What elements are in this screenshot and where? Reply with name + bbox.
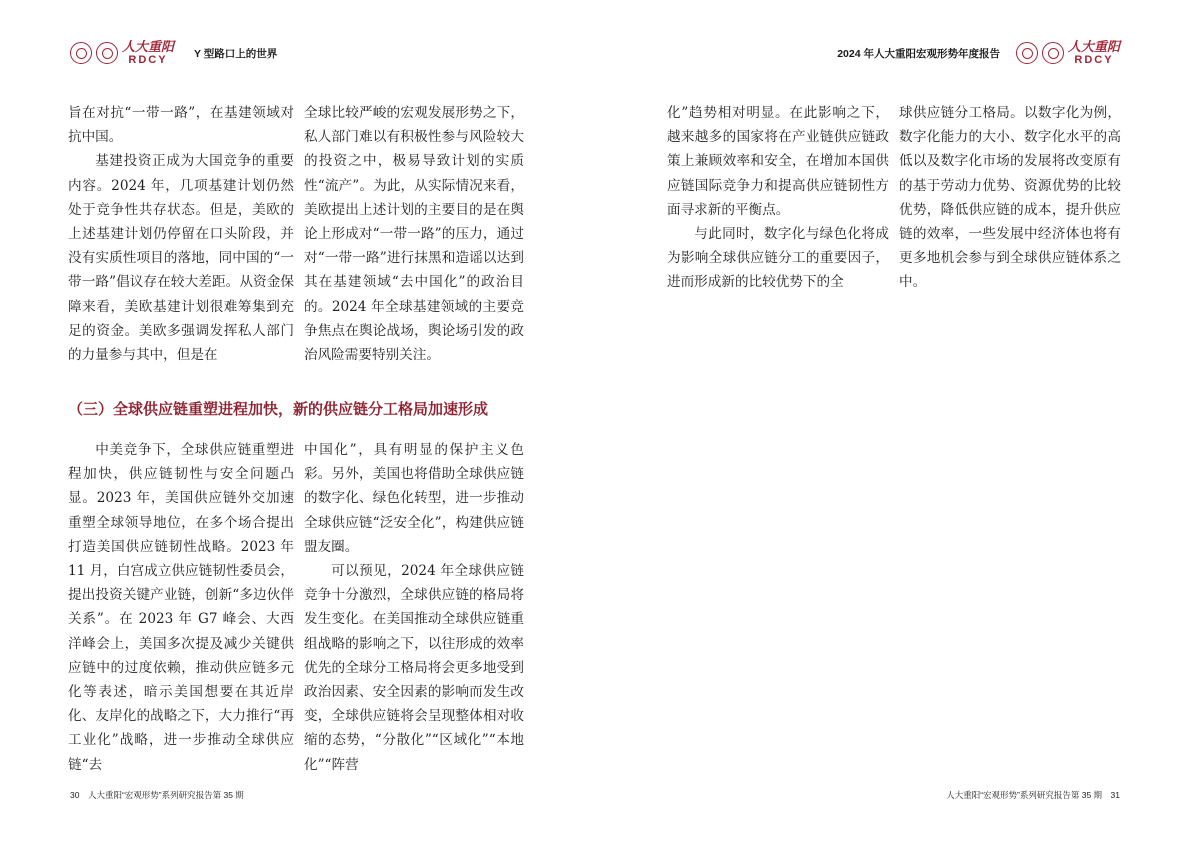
right-page-column-2: [899, 101, 1121, 295]
paragraph: 中国化”，具有明显的保护主义色彩。另外，美国也将借助全球供应链的数字化、绿色化转型，进一步推动全球供应链“泛安全化”，构建供应链盟友圈。: [304, 442, 524, 555]
left-page-column-2: [304, 101, 524, 367]
section-heading: （三）全球供应链重塑进程加快，新的供应链分工格局加速形成: [68, 400, 489, 418]
logo-english: RDCY: [1074, 53, 1114, 66]
left-footer: 30 人大重阳“宏观形势”系列研究报告第 35 期: [70, 790, 244, 800]
left-header: [70, 38, 277, 68]
paragraph: 可以预见，2024 年全球供应链竞争十分激烈，全球供应链的格局将发生变化。在美国推动全球供应链重组战略的影响之下，以往形成的效率优先的全球分工格局将会更多地受到政治因素、安全因素的影响而发生改变，全球供应链将会呈现整体相对收缩的态势，“分散化”“区域化”“本地化”“阵营: [304, 563, 524, 773]
left-page-column-1: [68, 101, 294, 367]
running-head-right: 2024 年人大重阳宏观形势年度报告: [837, 47, 1000, 60]
seal-icon: [70, 42, 92, 64]
paragraph: 与此同时，数字化与绿色化将成为影响全球供应链分工的重要因子，进而形成新的比较优势下的全: [667, 226, 889, 291]
paragraph: 旨在对抗“一带一路”，在基建领域对抗中国。: [68, 105, 294, 146]
paragraph: 基建投资正成为大国竞争的重要内容。2024 年，几项基建计划仍然处于竞争性共存状态。但是，美欧的上述基建计划仍停留在口头阶段，并没有实质性项目的落地，同中国的“一带一路”倡议存在较大差距。从资金保障来看，美欧基建计划很难筹集到充足的资金。美欧多强调发挥私人部门的力量参与其中，但是在: [68, 153, 294, 364]
logo-chinese: 人大重阳: [122, 39, 175, 55]
right-page-column-1: [667, 101, 889, 295]
paragraph: 全球比较严峻的宏观发展形势之下，私人部门难以有积极性参与风险较大的投资之中，极易导致计划的实质性“流产”。为此，从实际情况来看，美欧提出上述计划的主要目的是在舆论上形成对“一带一路”的压力，通过对“一带一路”进行抹黑和造谣以达到其在基建领域“去中国化”的政治目的。2024 年全球基建领域的主要竞争焦点在舆论战场，舆论场引发的政治风险需要特别关注。: [304, 105, 524, 364]
rdcy-logo: [1016, 41, 1120, 66]
right-footer: 人大重阳“宏观形势”系列研究报告第 35 期 31: [946, 790, 1120, 800]
left-page-column-3: [68, 438, 294, 777]
paragraph: 球供应链分工格局。以数字化为例，数字化能力的大小、数字化水平的高低以及数字化市场的发展将改变原有的基于劳动力优势、资源优势的比较优势，降低供应链的成本，提升供应链的效率，一些发展中经济体也将有更多地机会参与到全球供应链体系之中。: [899, 105, 1121, 291]
left-page-column-4: [304, 438, 524, 777]
seal-icon: [96, 42, 118, 64]
logo-english: RDCY: [128, 53, 168, 66]
paragraph: 中美竞争下，全球供应链重塑进程加快，供应链韧性与安全问题凸显。2023 年，美国供应链外交加速重塑全球领导地位，在多个场合提出打造美国供应链韧性战略。2023 年 11 月，白宫成立供应链韧性委员会，提出投资关键产业链，创新“多边伙伴关系”。在 2023 年 G7 峰会、大西洋峰会上，美国多次提及减少关键供应链中的过度依赖，推动供应链多元化等表述，暗示美国想要在其近岸化、友岸化的战略之下，大力推行“再工业化”战略，进一步推动全球供应链“去: [68, 442, 294, 773]
logo-chinese: 人大重阳: [1067, 39, 1120, 55]
paragraph: 化”趋势相对明显。在此影响之下，越来越多的国家将在产业链供应链政策上兼顾效率和安全，在增加本国供应链国际竞争力和提高供应链韧性方面寻求新的平衡点。: [667, 105, 889, 218]
right-header: [837, 38, 1120, 68]
running-head-left: Y 型路口上的世界: [194, 47, 278, 60]
rdcy-logo: [70, 41, 174, 66]
seal-icon: [1016, 42, 1038, 64]
seal-icon: [1042, 42, 1064, 64]
